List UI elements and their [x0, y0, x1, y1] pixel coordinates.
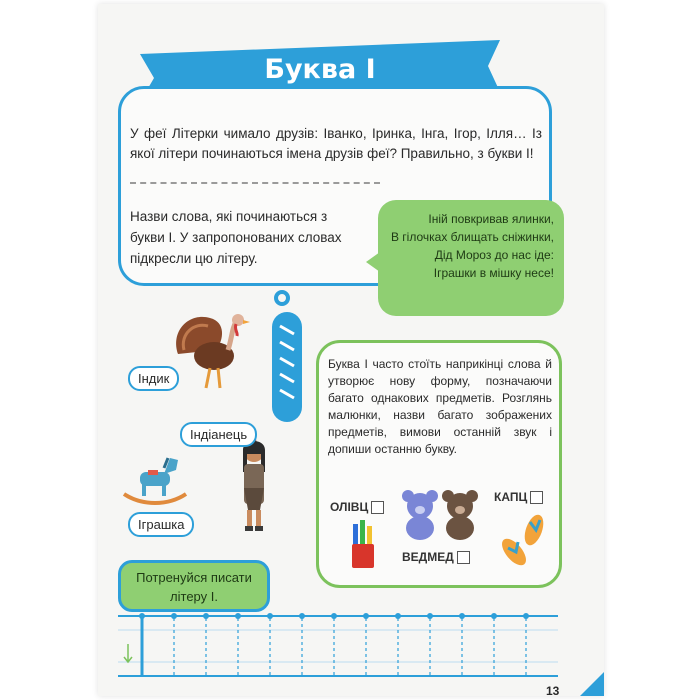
- answer-box-vedmed[interactable]: [457, 551, 470, 564]
- poem-line-2: В гілочках блищать сніжинки,: [390, 230, 554, 244]
- word-vedmed-text: ВЕДМЕД: [402, 550, 454, 564]
- turkey-illustration: [170, 310, 256, 392]
- word-label-ihrashka: Іграшка: [128, 512, 194, 537]
- poem-line-1: Іній повкривав ялинки,: [428, 212, 554, 226]
- plural-task-text: Буква І часто стоїть наприкінці слова й утворює нову форму, позначаючи багато однакових предметів. Розглянь малюнки, назви багато зображених предметів, вимови останній звук і допиши останню букву.: [328, 357, 552, 456]
- writing-practice-lines[interactable]: [118, 604, 558, 684]
- pencils-illustration: [350, 518, 376, 570]
- word-label-indyk: Індик: [128, 366, 179, 391]
- practice-bubble: Потренуйся писати літеру І.: [118, 560, 270, 612]
- poem-line-3: Дід Мороз до нас іде:: [434, 248, 554, 262]
- word-kapts: [494, 490, 543, 504]
- dashed-writing-line: [130, 182, 380, 184]
- letter-i-decoration: [264, 290, 312, 426]
- intro-text: У феї Літерки чимало друзів: Іванко, Іринка, Інга, Ігор, Ілля… Із якої літери починаються імена друзів феї? Правильно, з букви І!: [130, 126, 542, 161]
- poem-bubble: [378, 200, 564, 316]
- page-number: 13: [546, 684, 560, 698]
- word-olivts: [330, 500, 384, 514]
- rocking-horse-illustration: [120, 454, 190, 508]
- answer-box-kapts[interactable]: [530, 491, 543, 504]
- answer-box-olivts[interactable]: [371, 501, 384, 514]
- word-olivts-text: ОЛІВЦ: [330, 500, 369, 514]
- page-corner-decoration: [580, 672, 604, 696]
- slippers-illustration: [496, 512, 552, 572]
- poem-line-4: Іграшки в мішку несе!: [433, 266, 554, 280]
- task-text: Назви слова, які починаються з букви І. У запропонованих словах підкресли цю літеру.: [130, 209, 342, 266]
- page-title: Буква І: [264, 54, 376, 85]
- word-label-indianets: Індіанець: [180, 422, 257, 447]
- word-kapts-text: КАПЦ: [494, 490, 528, 504]
- teddy-bears-illustration: [398, 488, 484, 540]
- word-vedmed: [402, 550, 470, 564]
